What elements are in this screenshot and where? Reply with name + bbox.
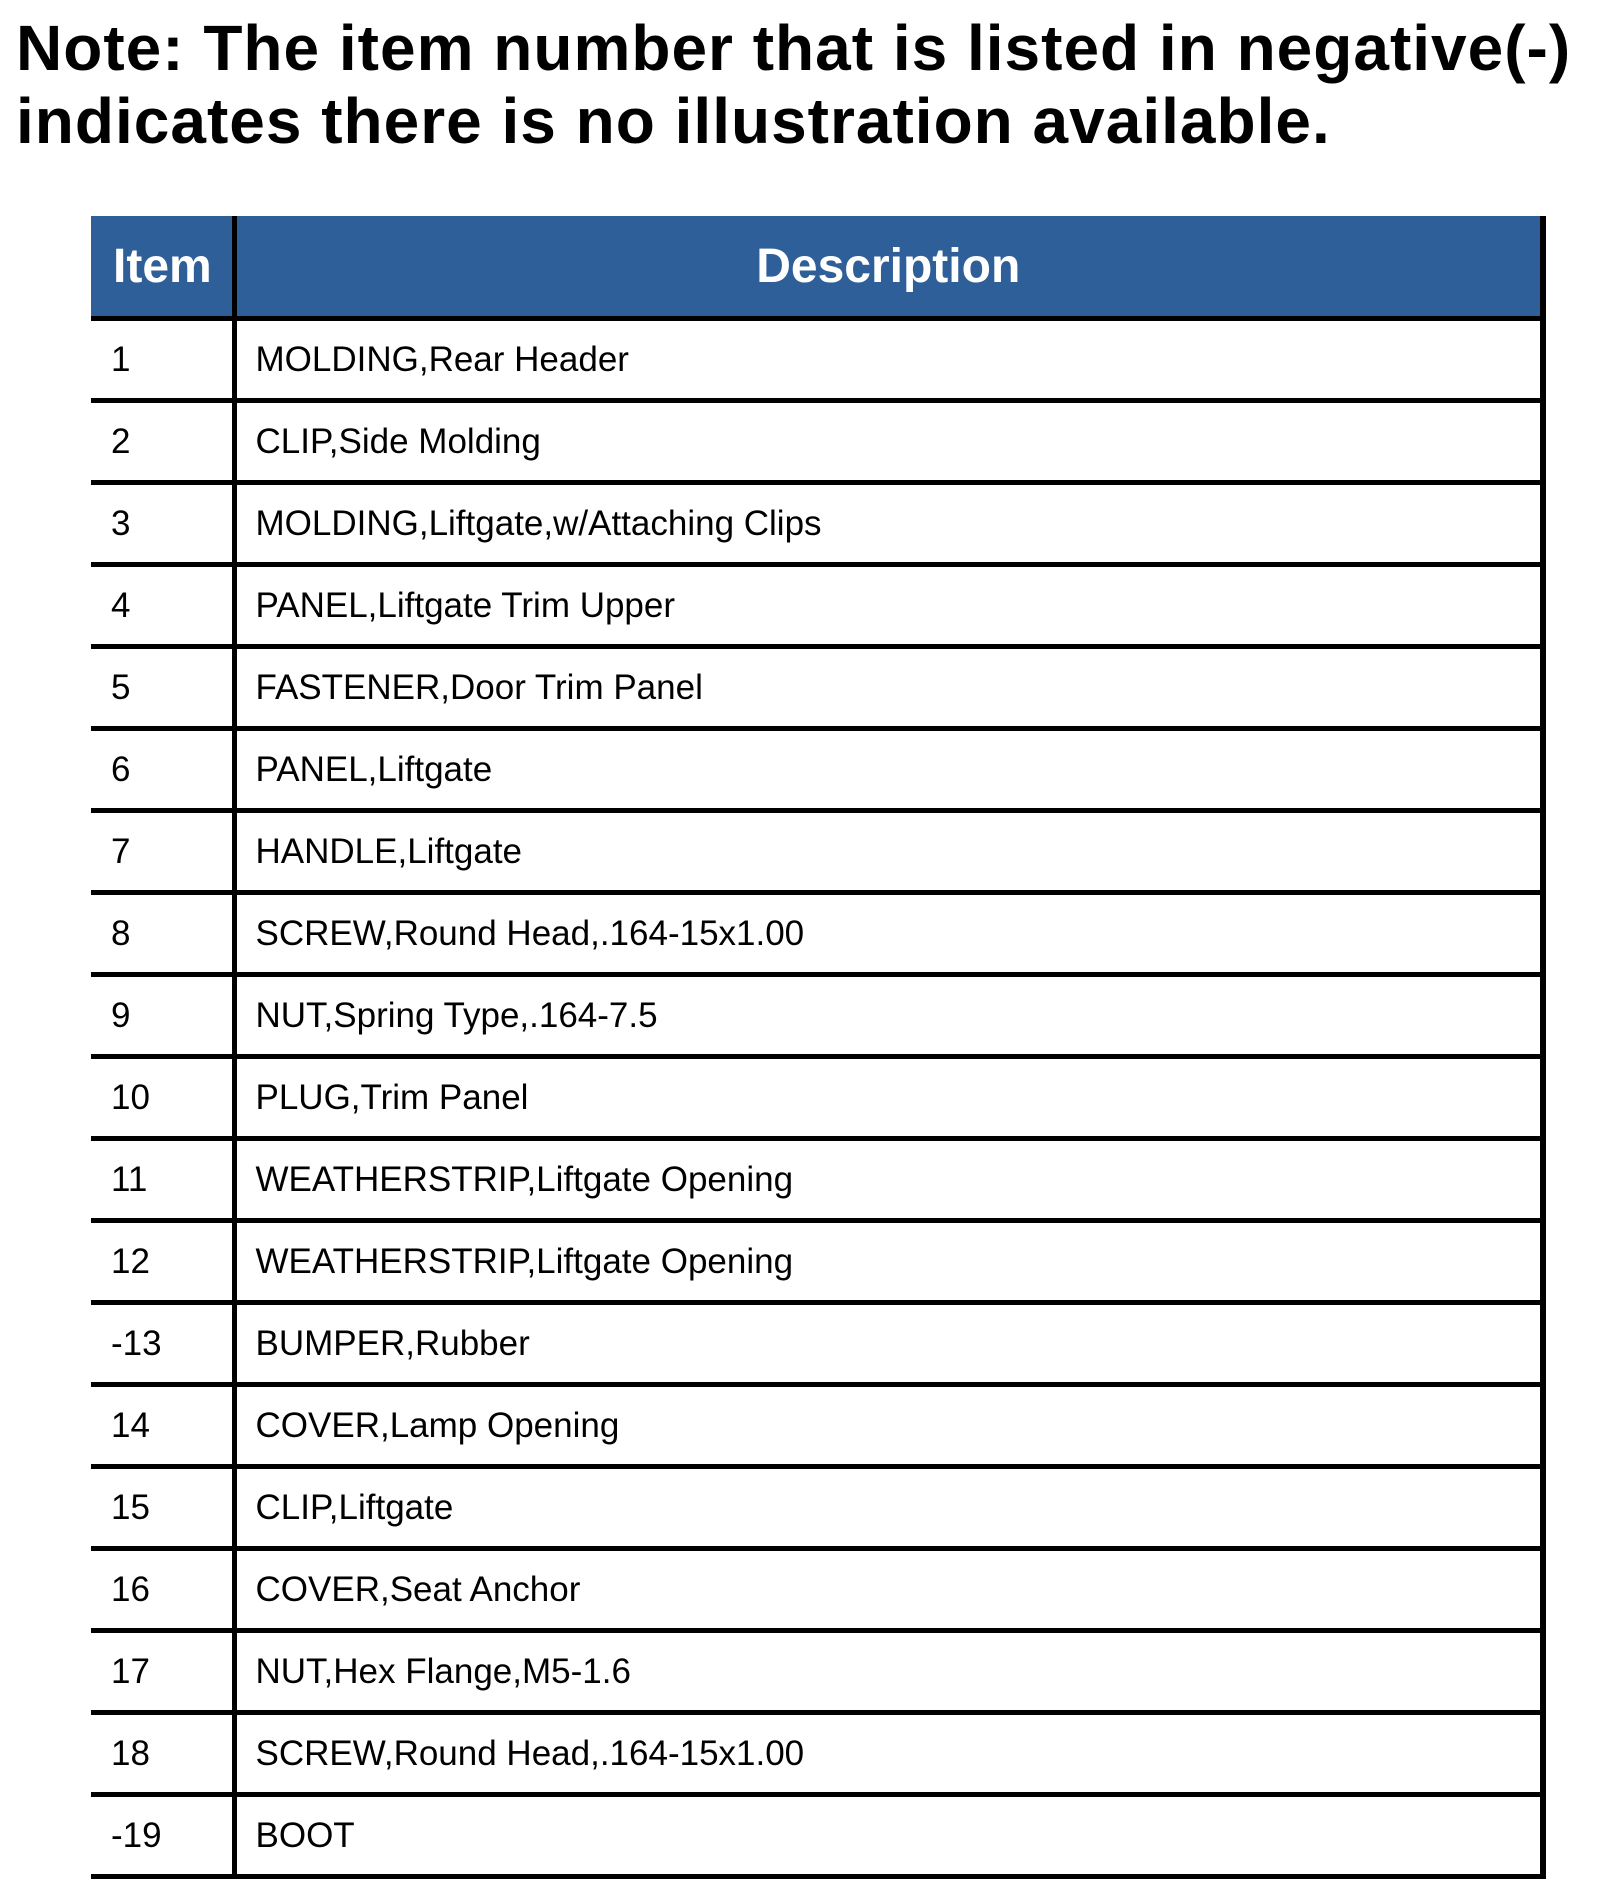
table-row: [91, 729, 1543, 811]
note-heading: [16, 12, 1586, 158]
item-number: -13: [91, 1303, 234, 1385]
column-header-description: Description: [234, 216, 1543, 319]
table-row: [91, 1385, 1543, 1467]
table-row: [91, 1467, 1543, 1549]
item-description: COVER,Seat Anchor: [234, 1549, 1543, 1631]
item-number: 8: [91, 893, 234, 975]
item-description: BUMPER,Rubber: [234, 1303, 1543, 1385]
item-number: 9: [91, 975, 234, 1057]
table-row: [91, 975, 1543, 1057]
item-description: CLIP,Liftgate: [234, 1467, 1543, 1549]
table-row: [91, 319, 1543, 401]
item-number: 12: [91, 1221, 234, 1303]
table-row: [91, 401, 1543, 483]
table-row: [91, 1139, 1543, 1221]
item-number: 15: [91, 1467, 234, 1549]
item-description: COVER,Lamp Opening: [234, 1385, 1543, 1467]
item-description: HANDLE,Liftgate: [234, 811, 1543, 893]
item-description: BOOT: [234, 1795, 1543, 1877]
table-body: [91, 319, 1543, 1877]
table-row: [91, 1795, 1543, 1877]
item-number: 11: [91, 1139, 234, 1221]
item-description: PANEL,Liftgate: [234, 729, 1543, 811]
item-number: 3: [91, 483, 234, 565]
item-number: 14: [91, 1385, 234, 1467]
table-row: [91, 1221, 1543, 1303]
item-description: CLIP,Side Molding: [234, 401, 1543, 483]
item-description: WEATHERSTRIP,Liftgate Opening: [234, 1221, 1543, 1303]
item-number: 10: [91, 1057, 234, 1139]
column-header-item: Item: [91, 216, 234, 319]
item-number: 6: [91, 729, 234, 811]
table-row: [91, 1631, 1543, 1713]
item-number: 16: [91, 1549, 234, 1631]
item-description: NUT,Spring Type,.164-7.5: [234, 975, 1543, 1057]
item-number: 4: [91, 565, 234, 647]
item-description: MOLDING,Liftgate,w/Attaching Clips: [234, 483, 1543, 565]
item-number: 7: [91, 811, 234, 893]
item-description: SCREW,Round Head,.164-15x1.00: [234, 1713, 1543, 1795]
table-row: [91, 1303, 1543, 1385]
table-header: [91, 216, 1543, 319]
item-description: NUT,Hex Flange,M5-1.6: [234, 1631, 1543, 1713]
table-row: [91, 565, 1543, 647]
table-row: [91, 1713, 1543, 1795]
table-row: [91, 1057, 1543, 1139]
item-description: SCREW,Round Head,.164-15x1.00: [234, 893, 1543, 975]
item-number: 18: [91, 1713, 234, 1795]
header-row: [91, 216, 1543, 319]
item-number: 17: [91, 1631, 234, 1713]
item-number: 1: [91, 319, 234, 401]
table-row: [91, 647, 1543, 729]
table-row: [91, 811, 1543, 893]
note-line-2: indicates there is no illustration available.: [16, 85, 1331, 157]
table-row: [91, 483, 1543, 565]
item-description: WEATHERSTRIP,Liftgate Opening: [234, 1139, 1543, 1221]
item-description: FASTENER,Door Trim Panel: [234, 647, 1543, 729]
table-row: [91, 893, 1543, 975]
item-description: PANEL,Liftgate Trim Upper: [234, 565, 1543, 647]
item-number: 2: [91, 401, 234, 483]
item-number: 5: [91, 647, 234, 729]
item-description: PLUG,Trim Panel: [234, 1057, 1543, 1139]
item-number: -19: [91, 1795, 234, 1877]
table-row: [91, 1549, 1543, 1631]
note-line-1: Note: The item number that is listed in negative(-): [16, 12, 1572, 84]
parts-table: [91, 216, 1546, 1879]
item-description: MOLDING,Rear Header: [234, 319, 1543, 401]
